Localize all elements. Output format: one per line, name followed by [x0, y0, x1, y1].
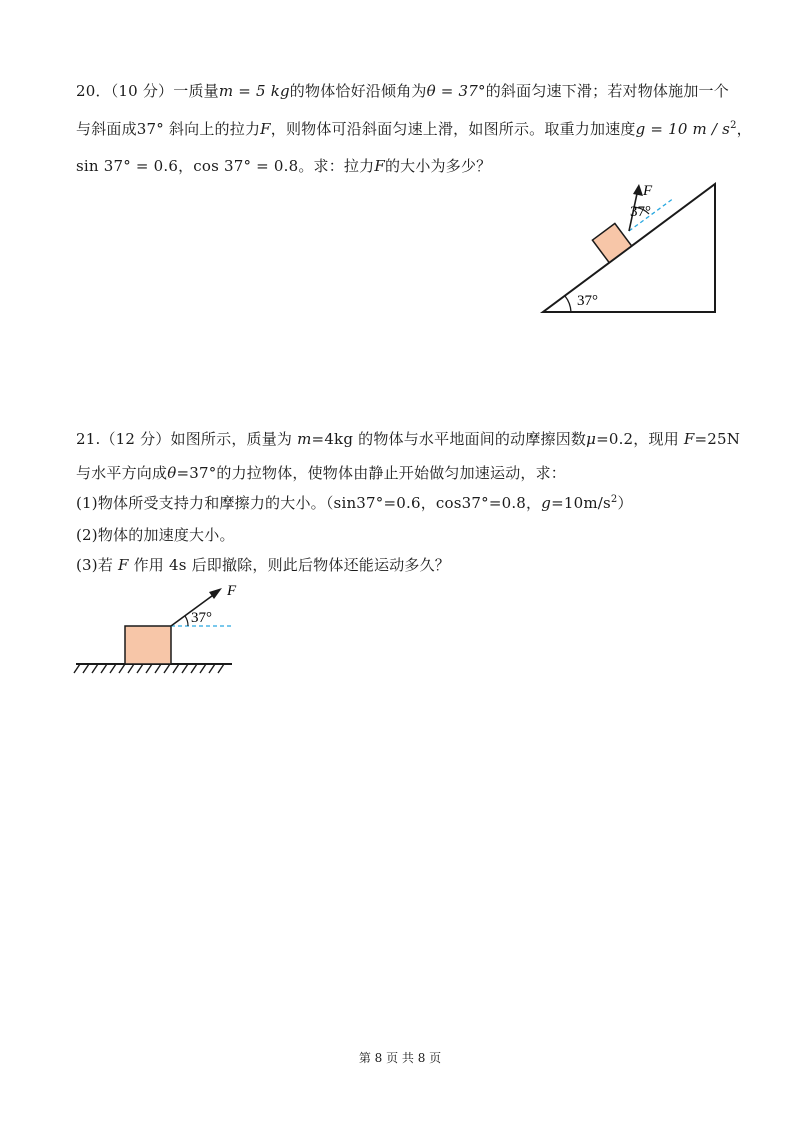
q21-force-symbol: F — [683, 430, 695, 448]
q21-text: 如图所示，质量为 — [170, 430, 298, 448]
q21-exponent: 2 — [610, 494, 618, 505]
page-footer: 第 8 页 共 8 页 — [358, 1051, 442, 1065]
q21-text: =25N — [694, 430, 741, 448]
hatch-mark — [146, 664, 152, 673]
q21-text: =4kg 的物体与水平地面间的动摩擦因数 — [311, 430, 587, 448]
q21-text: =37°的力拉物体，使物体由静止开始做匀加速运动，求： — [176, 464, 566, 482]
q21-mass-symbol: m — [297, 430, 312, 448]
q21-text: (2)物体的加速度大小。 — [76, 526, 235, 544]
hatch-mark — [173, 664, 179, 673]
force-label: F — [643, 183, 653, 199]
hatch-mark — [101, 664, 107, 673]
ground-hatching — [74, 664, 224, 673]
hatch-mark — [83, 664, 89, 673]
hatch-mark — [119, 664, 125, 673]
hatch-mark — [92, 664, 98, 673]
q20-text: 的斜面匀速下滑；若对物体施加一个 — [485, 82, 729, 100]
hatch-mark — [155, 664, 161, 673]
force-label: F — [227, 583, 237, 599]
hatch-mark — [137, 664, 143, 673]
q21-text: 作用 4s 后即撤除，则此后物体还能运动多久？ — [128, 556, 450, 574]
q20-text: 一质量 — [173, 82, 219, 100]
q21-text: 与水平方向成 — [76, 464, 168, 482]
q21-text: =0.2，现用 — [596, 430, 684, 448]
q21-theta-symbol: θ — [167, 464, 177, 482]
q20-points: （10 分） — [110, 82, 174, 100]
hatch-mark — [128, 664, 134, 673]
q21-text: (3)若 — [76, 556, 119, 574]
q20-gravity-exponent: 2 — [730, 120, 737, 131]
q21-number: 21. — [76, 430, 101, 448]
q21-text: =10m/s — [551, 494, 611, 512]
hatch-mark — [218, 664, 224, 673]
q21-g-symbol: g — [541, 494, 552, 512]
q21-text: ） — [617, 494, 633, 512]
angle-label: 37° — [191, 610, 212, 626]
q20-angle: θ = 37° — [426, 82, 486, 100]
ground-block — [125, 626, 171, 664]
q20-text: 与斜面成37° 斜向上的拉力 — [76, 120, 261, 138]
q20-text: 的大小为多少？ — [384, 157, 492, 175]
q20-text: ， — [736, 120, 752, 138]
hatch-mark — [200, 664, 206, 673]
q20-sin: sin 37° = 0.6 — [76, 157, 179, 175]
q20-force-symbol: F — [374, 157, 385, 175]
q20-text: ， — [178, 157, 194, 175]
q20-gravity: g = 10 m / s — [635, 120, 731, 138]
hatch-mark — [191, 664, 197, 673]
hatch-mark — [74, 664, 80, 673]
q20-text: 的物体恰好沿倾角为 — [289, 82, 427, 100]
base-angle-label: 37° — [577, 293, 598, 309]
hatch-mark — [164, 664, 170, 673]
q21-points: （12 分） — [100, 430, 171, 448]
angle-arc — [185, 616, 188, 626]
q20-cos: cos 37° = 0.8 — [193, 157, 299, 175]
q20-text: ，则物体可沿斜面匀速上滑，如图所示。取重力加速度 — [270, 120, 636, 138]
hatch-mark — [182, 664, 188, 673]
q20-mass: m = 5 kg — [218, 82, 290, 100]
q20-force-symbol: F — [260, 120, 271, 138]
top-angle-label: 37° — [630, 204, 651, 220]
q21-force-symbol: F — [118, 556, 129, 574]
q20-number: 20． — [76, 82, 111, 100]
hatch-mark — [110, 664, 116, 673]
q20-text: 。求：拉力 — [298, 157, 375, 175]
q21-text: (1)物体所受支持力和摩擦力的大小。（sin37°=0.6，cos37°=0.8， — [76, 494, 542, 512]
q21-mu-symbol: μ — [586, 430, 597, 448]
hatch-mark — [209, 664, 215, 673]
